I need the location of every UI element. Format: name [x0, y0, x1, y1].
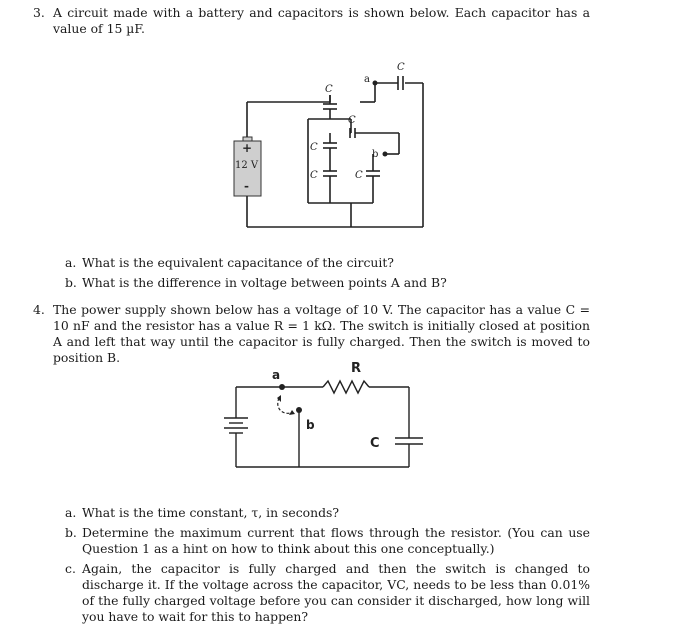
- point-b-label: b: [372, 149, 379, 160]
- q3-part-a-label: a.: [65, 255, 77, 270]
- q4-part-c: [65, 561, 590, 625]
- q3-part-b: [65, 275, 590, 291]
- q3-part-a: [65, 255, 590, 271]
- q3-part-b-label: b.: [65, 275, 77, 290]
- cap-label-top-left: C: [325, 84, 333, 95]
- battery-label: 12 V: [235, 160, 259, 171]
- q3-part-b-text: What is the difference in voltage between points A and B?: [82, 275, 447, 290]
- cap-label-left-upper: C: [310, 142, 318, 153]
- rc-switch-circuit-figure: [215, 355, 440, 490]
- question-4-text: The power supply shown below has a voltage of 10 V. The capacitor has a value C = 10 nF and the resistor has a value R = 1 kΩ. The switch is initially closed at position A and left that way until the capacitor is fully charged. Then the switch is moved to position B.: [53, 302, 590, 365]
- resistor-label: R: [351, 361, 362, 376]
- q4-part-b-label: b.: [65, 525, 77, 540]
- point-a-label: a: [364, 74, 370, 85]
- q4-part-b: [65, 525, 590, 557]
- capacitor-label: C: [370, 436, 380, 451]
- question-3-text: A circuit made with a battery and capacitors is shown below. Each capacitor has a value of 15 µF.: [53, 5, 590, 36]
- cap-label-left-lower: C: [310, 170, 318, 181]
- switch-a-label: a: [272, 368, 281, 382]
- cap-label-top-right: C: [397, 62, 405, 73]
- q4-part-b-text: Determine the maximum current that flows through the resistor. (You can use Question 1 as a hint on how to think about this one conceptually.): [82, 525, 590, 556]
- q4-part-a-label: a.: [65, 505, 77, 520]
- q4-part-a: [65, 505, 590, 521]
- q3-part-a-text: What is the equivalent capacitance of the circuit?: [82, 255, 394, 270]
- switch-arrow-head: [277, 395, 281, 402]
- capacitor-circuit-figure: [225, 55, 435, 235]
- contact-a-dot: [279, 384, 285, 390]
- question-3-number: 3.: [33, 5, 45, 20]
- q4-part-c-label: c.: [65, 561, 76, 576]
- battery-plus: +: [242, 141, 253, 155]
- point-b-dot: [383, 152, 388, 157]
- cap-label-middle: C: [348, 115, 356, 126]
- q4-part-a-text: What is the time constant, τ, in seconds?: [82, 505, 340, 520]
- switch-b-label: b: [306, 418, 315, 432]
- q4-part-c-text: Again, the capacitor is fully charged and then the switch is changed to discharge it. If the voltage across the capacitor, VC, needs to be less than 0.01% of the fully charged voltage before you can consider it discharged, how long will you have to wait for this to happen?: [82, 561, 590, 624]
- cap-label-right: C: [355, 170, 363, 181]
- question-4-number: 4.: [33, 302, 45, 317]
- contact-b-dot: [296, 407, 302, 413]
- battery-minus: -: [244, 179, 249, 193]
- point-a-dot: [373, 81, 378, 86]
- switch-arrow-tail: [289, 410, 295, 415]
